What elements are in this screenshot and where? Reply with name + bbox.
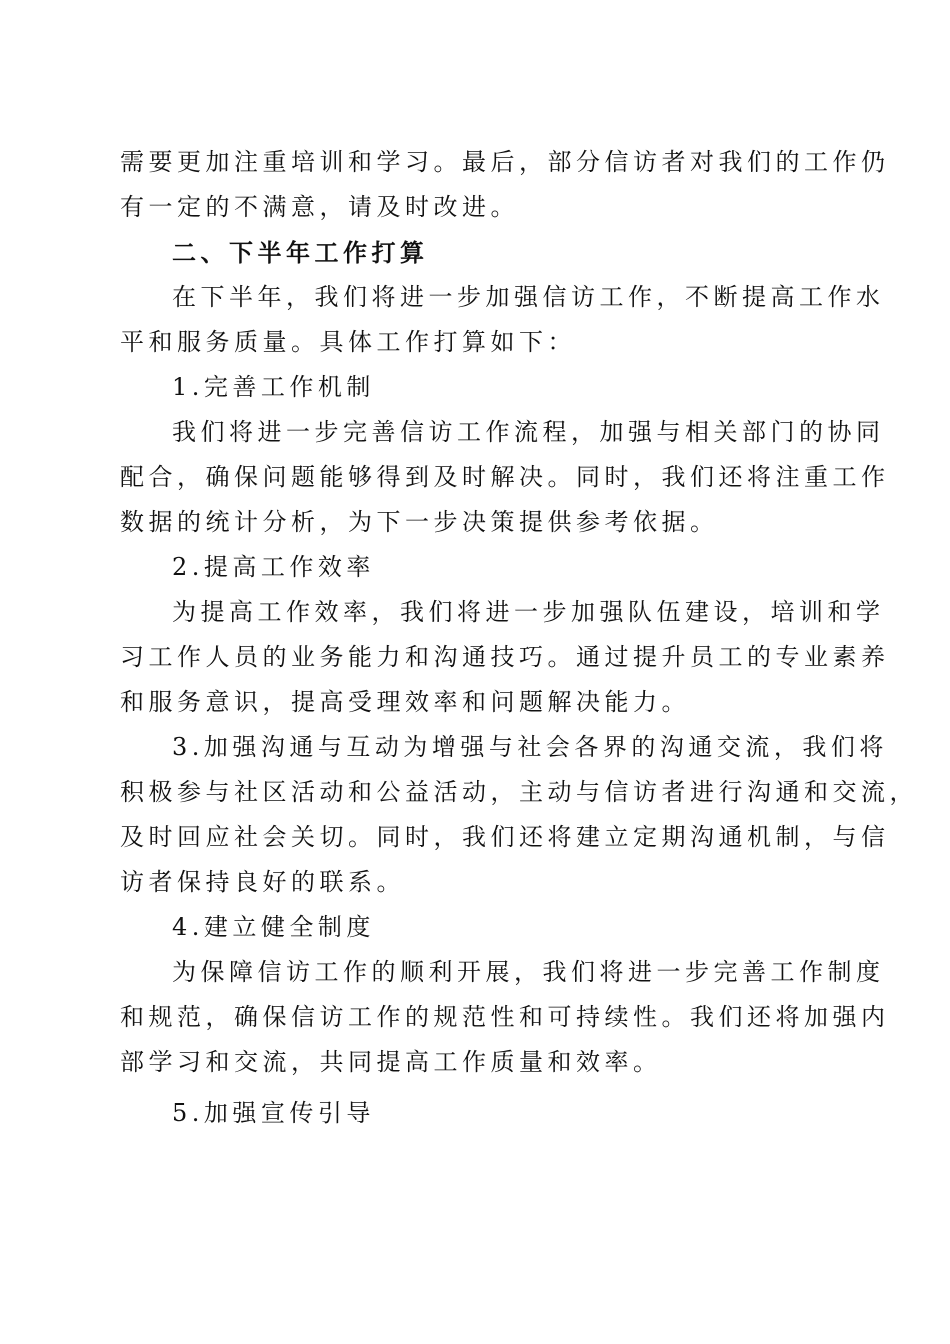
text-line: 积极参与社区活动和公益活动，主动与信访者进行沟通和交流， <box>120 778 918 806</box>
text-line: 配合，确保问题能够得到及时解决。同时，我们还将注重工作 <box>120 463 890 491</box>
text-line: 有一定的不满意，请及时改进。 <box>120 193 519 221</box>
paragraph-intro <box>120 275 885 365</box>
text-line: 为提高工作效率，我们将进一步加强队伍建设，培训和学 <box>172 598 885 626</box>
item-4-title <box>120 905 836 950</box>
item-title-text: 2.提高工作效率 <box>172 553 375 581</box>
section-heading <box>120 230 836 275</box>
item-2-title <box>120 545 836 590</box>
document-body <box>120 140 918 1136</box>
item-3-body <box>120 725 918 905</box>
text-line: 部学习和交流，共同提高工作质量和效率。 <box>120 1048 662 1076</box>
text-line: 为保障信访工作的顺利开展，我们将进一步完善工作制度 <box>172 958 885 986</box>
text-line: 及时回应社会关切。同时，我们还将建立定期沟通机制，与信 <box>120 823 890 851</box>
text-line: 在下半年，我们将进一步加强信访工作，不断提高工作水 <box>172 283 885 311</box>
text-line: 3.加强沟通与互动为增强与社会各界的沟通交流，我们将 <box>172 733 888 761</box>
item-title-text: 1.完善工作机制 <box>172 373 375 401</box>
item-title-text: 4.建立健全制度 <box>172 913 375 941</box>
text-line: 和服务意识，提高受理效率和问题解决能力。 <box>120 688 690 716</box>
item-1-body <box>120 410 890 545</box>
item-1-title <box>120 365 836 410</box>
item-4-body <box>120 950 890 1085</box>
text-line: 平和服务质量。具体工作打算如下： <box>120 328 576 356</box>
section-heading-text: 二、下半年工作打算 <box>172 238 429 267</box>
text-line: 访者保持良好的联系。 <box>120 868 405 896</box>
text-line: 我们将进一步完善信访工作流程，加强与相关部门的协同 <box>172 418 885 446</box>
paragraph-previous-issues <box>120 140 890 230</box>
text-line: 和规范，确保信访工作的规范性和可持续性。我们还将加强内 <box>120 1003 890 1031</box>
text-line: 习工作人员的业务能力和沟通技巧。通过提升员工的专业素养 <box>120 643 890 671</box>
item-title-text: 5.加强宣传引导 <box>172 1099 375 1127</box>
text-line: 数据的统计分析，为下一步决策提供参考依据。 <box>120 508 719 536</box>
item-2-body <box>120 590 890 725</box>
item-5-title <box>120 1091 836 1136</box>
text-line: 需要更加注重培训和学习。最后，部分信访者对我们的工作仍 <box>120 148 890 176</box>
